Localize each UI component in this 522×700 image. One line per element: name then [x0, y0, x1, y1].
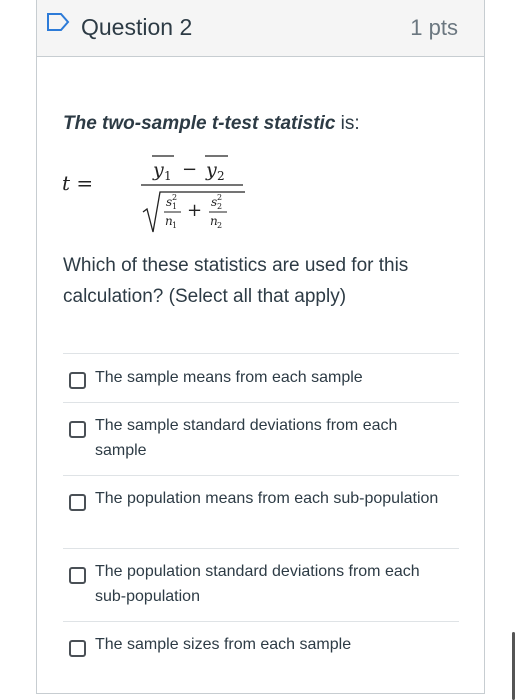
answer-option[interactable]: [63, 353, 459, 402]
n2: n: [210, 214, 218, 228]
answer-checkbox[interactable]: [69, 640, 86, 657]
answer-label[interactable]: The population standard deviations from each sub-population: [95, 563, 420, 605]
question-text: Which of these statistics are used for this calculation? (Select all that apply): [63, 255, 409, 307]
s1: s: [166, 195, 173, 209]
n1: n: [165, 214, 173, 228]
radicand-plus: +: [187, 200, 203, 221]
n2-sub: 2: [217, 221, 223, 230]
answer-option[interactable]: [63, 621, 459, 670]
answer-label[interactable]: The sample sizes from each sample: [95, 636, 352, 653]
s1-sup: 2: [172, 193, 178, 202]
answer-checkbox[interactable]: [69, 372, 86, 389]
question-card: [36, 0, 485, 694]
num-y1: y: [153, 159, 164, 181]
s1-sub: 1: [172, 202, 178, 211]
intro-rest: is:: [335, 113, 360, 134]
num-y2-sub: 2: [217, 169, 225, 183]
num-y1-sub: 1: [164, 169, 172, 183]
num-y2: y: [206, 159, 217, 181]
answer-checkbox[interactable]: [69, 567, 86, 584]
answer-label[interactable]: The sample standard deviations from each sample: [95, 417, 398, 459]
t-statistic-formula: [57, 148, 257, 238]
answer-option[interactable]: [63, 475, 459, 548]
question-intro: [63, 113, 360, 135]
s2: s: [211, 195, 218, 209]
question-points: 1 pts: [410, 15, 458, 40]
num-minus: −: [182, 159, 198, 180]
n1-sub: 1: [172, 221, 178, 230]
bookmark-flag-icon[interactable]: [46, 12, 70, 32]
s2-sub: 2: [217, 202, 223, 211]
answer-option[interactable]: [63, 402, 459, 475]
page-scrollbar[interactable]: [512, 632, 515, 700]
answer-option[interactable]: [63, 548, 459, 621]
answer-checkbox[interactable]: [69, 494, 86, 511]
intro-bold: The two-sample t-test statistic: [63, 113, 336, 134]
formula-lhs: t =: [62, 171, 94, 195]
answer-checkbox[interactable]: [69, 421, 86, 438]
question-title: Question 2: [81, 14, 193, 40]
answer-options: [63, 353, 459, 670]
answer-label[interactable]: The sample means from each sample: [95, 369, 363, 386]
s2-sup: 2: [217, 193, 223, 202]
answer-label[interactable]: The population means from each sub-population: [95, 490, 439, 507]
question-header: [37, 0, 484, 57]
